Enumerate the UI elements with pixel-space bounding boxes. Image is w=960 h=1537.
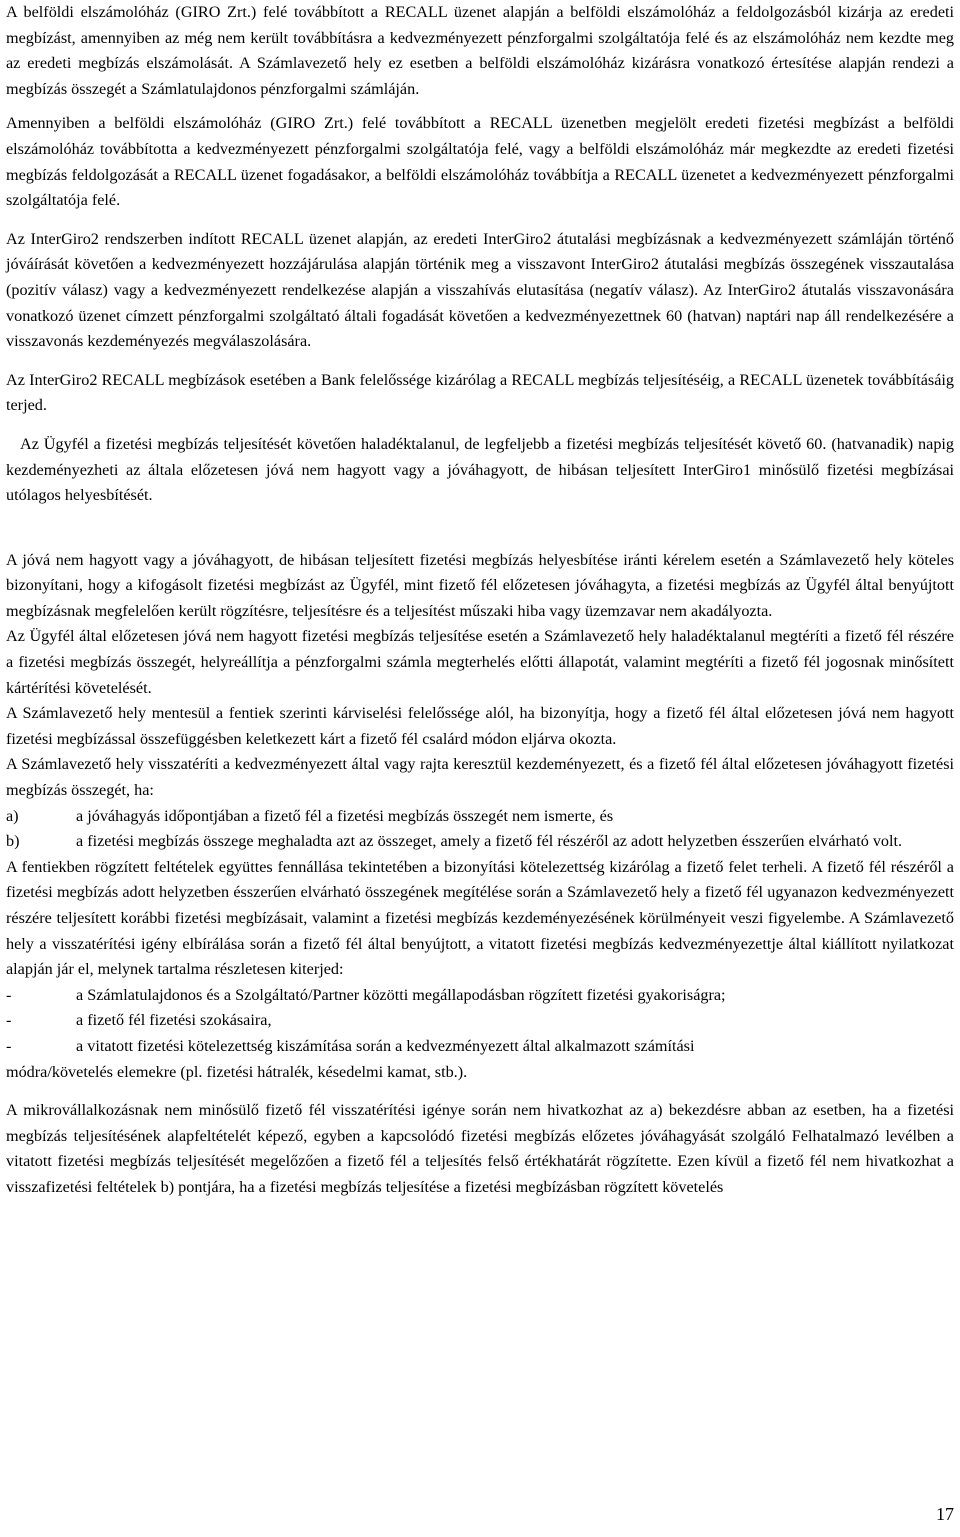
- list-item: [6, 1034, 954, 1060]
- list-item-text: a vitatott fizetési kötelezettség kiszámítása során a kedvezményezett által alkalmazott számítási: [76, 1036, 695, 1055]
- paragraph-correction-request: Az Ügyfél a fizetési megbízás teljesítését követően haladéktalanul, de legfeljebb a fizetési megbízás teljesítését követő 60. (hatvanadik) napig kezdeményezheti az általa előzetesen jóvá nem hagyott vagy a jóváhagyott, de hibásan teljesített InterGiro1 minősülő fizetési megbízásai utólagos helyesbítését.: [6, 434, 954, 505]
- list-item-marker: a): [6, 806, 19, 825]
- page-number: 17: [936, 1504, 954, 1524]
- list-item: [6, 983, 954, 1009]
- paragraph-intergiro2-recall: Az InterGiro2 rendszerben indított RECALL üzenet alapján, az eredeti InterGiro2 átutalási megbízásnak a kedvezményezett számláján történő jóváírását követően a kedvezményezett hozzájárulása alapján történik meg a visszavont InterGiro2 átutalási megbízás összegének visszautalása (pozitív válasz) vagy a kedvezményezett rendelkezése alapján a visszahívás elutasítása (negatív válasz). Az InterGiro2 átutalás visszavonására vonatkozó üzenet címzett pénzforgalmi szolgáltató általi fogadását követően a kedvezményezettnek 60 (hatvan) naptári nap áll rendelkezésére a visszavonás kezdeményezés megválaszolására.: [6, 229, 954, 351]
- paragraph-microenterprise: A mikrovállalkozásnak nem minősülő fizető fél visszatérítési igénye során nem hivatkozhat az a) bekezdésre abban az esetben, ha a fizetési megbízás teljesítésének alapfeltételét képező, egyben a kapcsolódó fizetési megbízás előzetes jóváhagyását szolgáló Felhatalmazó levélben a vitatott fizetési megbízás teljesítését megelőzően a fizető fél a teljesítés felső értékhatárát rögzítette. Ezen kívül a fizető fél nem hivatkozhat a visszafizetési feltételek b) pontjára, ha a fizetési megbízás teljesítése a fizetési megbízásban rögzített követelés: [6, 1101, 954, 1196]
- list-item: [6, 1008, 954, 1034]
- paragraph-fraud-exemption: A Számlavezető hely mentesül a fentiek szerinti kárviselési felelőssége alól, ha bizonyítja, hogy a fizető fél által előzetesen jóvá nem hagyott fizetési megbízással összefüggésben keletkezett kárt a fizető fél csalárd módon eljárva okozta.: [6, 704, 954, 748]
- list-item: [6, 829, 954, 855]
- paragraph-proof-obligation: A fentiekben rögzített feltételek együttes fennállása tekintetében a bizonyítási kötelezettség kizárólag a fizető felet terheli. A fizető fél részéről a fizetési megbízás adott helyzetben ésszerűen elvárható összegének megítélése során a Számlavezető hely a fizető fél ugyanazon kedvezményezett részére teljesített korábbi fizetési megbízásait, valamint a fizetési megbízás kezdeményezésének körülményeit veszi figyelembe. A Számlavezető hely a visszatérítési igény elbírálása során a fizető fél által benyújtott, a vitatott fizetési megbízás kedvezményezettje által kiállított nyilatkozat alapján jár el, melynek tartalma részletesen kiterjed:: [6, 857, 954, 979]
- paragraph-intergiro2-liability: Az InterGiro2 RECALL megbízások esetében a Bank felelőssége kizárólag a RECALL megbízás teljesítéséig, a RECALL üzenetek továbbításáig terjed.: [6, 370, 954, 415]
- list-item-marker: -: [6, 1011, 12, 1030]
- list-item-marker: b): [6, 832, 20, 851]
- list-item-marker: -: [6, 985, 12, 1004]
- paragraph-giro-recall: A belföldi elszámolóház (GIRO Zrt.) felé továbbított a RECALL üzenet alapján a belföldi elszámolóház a feldolgozásból kizárja az eredeti megbízást, amennyiben az még nem került továbbításra a kedvezményezett pénzforgalmi szolgáltatója felé és az elszámolóház nem kezdte meg az eredeti megbízás elszámolását. A Számlavezető hely ez esetben a belföldi elszámolóház kizárásra vonatkozó értesítése alapján rendezi a megbízás összegét a Számlatulajdonos pénzforgalmi számláján.: [6, 3, 954, 98]
- list-item-text: a fizetési megbízás összege meghaladta azt az összeget, amely a fizető fél részéről az adott helyzetben ésszerűen elvárható volt.: [76, 832, 903, 851]
- list-item: [6, 804, 954, 830]
- paragraph-giro-forwarded: Amennyiben a belföldi elszámolóház (GIRO Zrt.) felé továbbított a RECALL üzenetben megjelölt eredeti fizetési megbízást a belföldi elszámolóház továbbította a kedvezményezett pénzforgalmi szolgáltatója felé, vagy a belföldi elszámolóház már megkezdte az eredeti fizetési megbízás feldolgozását a RECALL üzenet fogadásakor, a belföldi elszámolóház továbbítja a RECALL üzenetet a kedvezményezett pénzforgalmi szolgáltatója felé.: [6, 114, 954, 210]
- list-item-text: a Számlatulajdonos és a Szolgáltató/Partner közötti megállapodásban rögzített fizetési gyakoriságra;: [76, 985, 726, 1004]
- paragraph-refund-conditions: A Számlavezető hely visszatéríti a kedvezményezett által vagy rajta keresztül kezdeményezett, és a fizető fél által előzetesen jóváhagyott fizetési megbízás összegét, ha:: [6, 755, 954, 800]
- list-item-text: a jóváhagyás időpontjában a fizető fél a fizetési megbízás összegét nem ismerte, és: [76, 806, 614, 825]
- paragraph-burden-of-proof: A jóvá nem hagyott vagy a jóváhagyott, de hibásan teljesített fizetési megbízás helyesbítése iránti kérelem esetén a Számlavezető hely köteles bizonyítani, hogy a kifogásolt fizetési megbízást az Ügyfél, mint fizető fél előzetesen jóváhagyta, a fizetési megbízás az Ügyfél által benyújtott megbízásnak megfelelően került rögzítésre, teljesítésre és a teljesítést műszaki hiba vagy üzemzavar nem akadályozta.: [6, 550, 954, 620]
- paragraph-list-continuation: módra/követelés elemekre (pl. fizetési hátralék, késedelmi kamat, stb.).: [6, 1062, 468, 1081]
- list-item-marker: -: [6, 1036, 12, 1055]
- document-page: [6, 0, 954, 1201]
- paragraph-unauthorized-refund: Az Ügyfél által előzetesen jóvá nem hagyott fizetési megbízás teljesítése esetén a Számlavezető hely haladéktalanul megtéríti a fizető fél részére a fizetési megbízás összegét, helyreállítja a pénzforgalmi számla megterhelés előtti állapotát, valamint megtéríti a fizető fél jogosnak minősített kártérítési követelését.: [6, 627, 954, 697]
- list-item-text: a fizető fél fizetési szokásaira,: [76, 1011, 272, 1030]
